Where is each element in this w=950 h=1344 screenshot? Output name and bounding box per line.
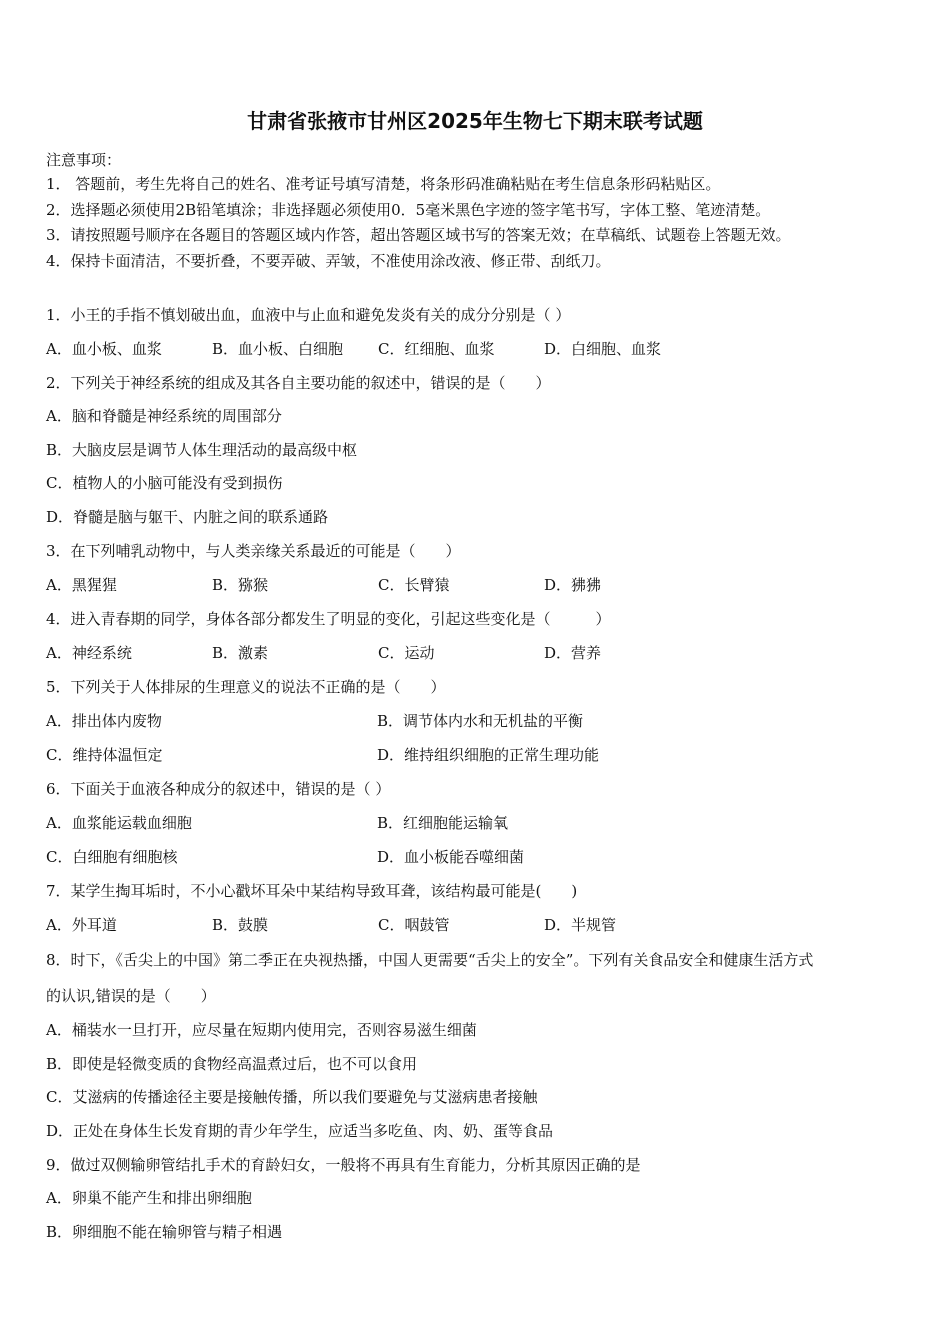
option: B．调节体内水和无机盐的平衡: [377, 712, 584, 730]
question-stem: 8．时下，《舌尖上的中国》第二季正在央视热播，中国人更需要“舌尖上的安全”。下列有关食品安全和健康生活方式: [46, 951, 814, 969]
option-row: [46, 332, 904, 366]
page-title: 甘肃省张掖市甘州区2025年生物七下期末联考试题: [247, 109, 703, 133]
option: B．即使是轻微变质的食物经高温煮过后，也不可以食用: [46, 1054, 418, 1073]
question-stem: 5．下列关于人体排尿的生理意义的说法不正确的是（ ）: [46, 678, 446, 696]
option: C．艾滋病的传播途径主要是接触传播，所以我们要避免与艾滋病患者接触: [46, 1088, 538, 1106]
option: B．红细胞能运输氧: [377, 814, 509, 832]
option-row: [46, 704, 904, 738]
option: C．运动: [378, 644, 435, 662]
option: A．桶装水一旦打开，应尽量在短期内使用完，否则容易滋生细菌: [46, 1021, 477, 1039]
option: B．血小板、白细胞: [212, 340, 344, 358]
option: C．植物人的小脑可能没有受到损伤: [46, 474, 283, 492]
option: B．大脑皮层是调节人体生理活动的最高级中枢: [46, 440, 358, 459]
question-stem: 2．下列关于神经系统的组成及其各自主要功能的叙述中，错误的是（ ）: [46, 374, 551, 392]
option: D．血小板能吞噬细菌: [377, 848, 525, 866]
notice-section: [46, 148, 904, 274]
option: A．卵巢不能产生和排出卵细胞: [46, 1189, 252, 1207]
notice-item: 1． 答题前，考生先将自己的姓名、准考证号填写清楚，将条形码准确粘贴在考生信息条形码粘贴区。: [46, 175, 721, 193]
notice-heading: 注意事项：: [46, 151, 122, 169]
question-stem: 1．小王的手指不慎划破出血，血液中与止血和避免发炎有关的成分分别是（ ）: [46, 306, 571, 324]
option: B．猕猴: [212, 576, 269, 594]
option-row: [46, 568, 904, 602]
question-stem: 4．进入青春期的同学，身体各部分都发生了明显的变化，引起这些变化是（ ）: [46, 610, 611, 628]
question-stem-continued: 的认识,错误的是（ ）: [46, 987, 216, 1005]
question-stem: 9．做过双侧输卵管结扎手术的育龄妇女，一般将不再具有生育能力，分析其原因正确的是: [46, 1156, 641, 1174]
question-stem: 7．某学生掏耳垢时，不小心戳坏耳朵中某结构导致耳聋，该结构最可能是( ): [46, 882, 578, 900]
notice-item: 4．保持卡面清洁，不要折叠，不要弄破、弄皱，不准使用涂改液、修正带、刮纸刀。: [46, 251, 611, 270]
option-row: [46, 738, 904, 772]
option: A．脑和脊髓是神经系统的周围部分: [46, 407, 282, 425]
option-row: [46, 840, 904, 874]
option: A．排出体内废物: [46, 712, 162, 730]
option: C．红细胞、血浆: [378, 340, 495, 358]
option: B．激素: [212, 644, 269, 662]
option: A．外耳道: [46, 916, 117, 934]
question-stem: 3．在下列哺乳动物中，与人类亲缘关系最近的可能是（ ）: [46, 542, 461, 560]
option: B．鼓膜: [212, 916, 269, 934]
notice-item: 3．请按照题号顺序在各题目的答题区域内作答，超出答题区域书写的答案无效；在草稿纸、试题卷上答题无效。: [46, 226, 791, 244]
option: D．营养: [544, 644, 602, 662]
option: A．黑猩猩: [46, 576, 117, 594]
option: D．正处在身体生长发育期的青少年学生，应适当多吃鱼、肉、奶、蛋等食品: [46, 1121, 554, 1140]
option: C．咽鼓管: [378, 916, 450, 934]
option: B．卵细胞不能在输卵管与精子相遇: [46, 1222, 283, 1241]
question-stem: 6．下面关于血液各种成分的叙述中，错误的是（ ）: [46, 780, 391, 798]
option: D．狒狒: [544, 576, 602, 594]
option: D．半规管: [544, 916, 617, 934]
option-row: [46, 636, 904, 670]
option: C．维持体温恒定: [46, 746, 163, 764]
option: C．白细胞有细胞核: [46, 848, 178, 866]
notice-item: 2．选择题必须使用2B铅笔填涂；非选择题必须使用0．5毫米黑色字迹的签字笔书写，字体工整、笔迹清楚。: [46, 200, 771, 219]
option: A．血浆能运载血细胞: [46, 814, 192, 832]
option: A．血小板、血浆: [46, 340, 162, 358]
option: A．神经系统: [46, 644, 132, 662]
option: D．白细胞、血浆: [544, 340, 662, 358]
option: D．维持组织细胞的正常生理功能: [377, 746, 600, 764]
option-row: [46, 806, 904, 840]
option-row: [46, 908, 904, 942]
option: C．长臂猿: [378, 576, 450, 594]
option: D．脊髓是脑与躯干、内脏之间的联系通路: [46, 507, 329, 526]
